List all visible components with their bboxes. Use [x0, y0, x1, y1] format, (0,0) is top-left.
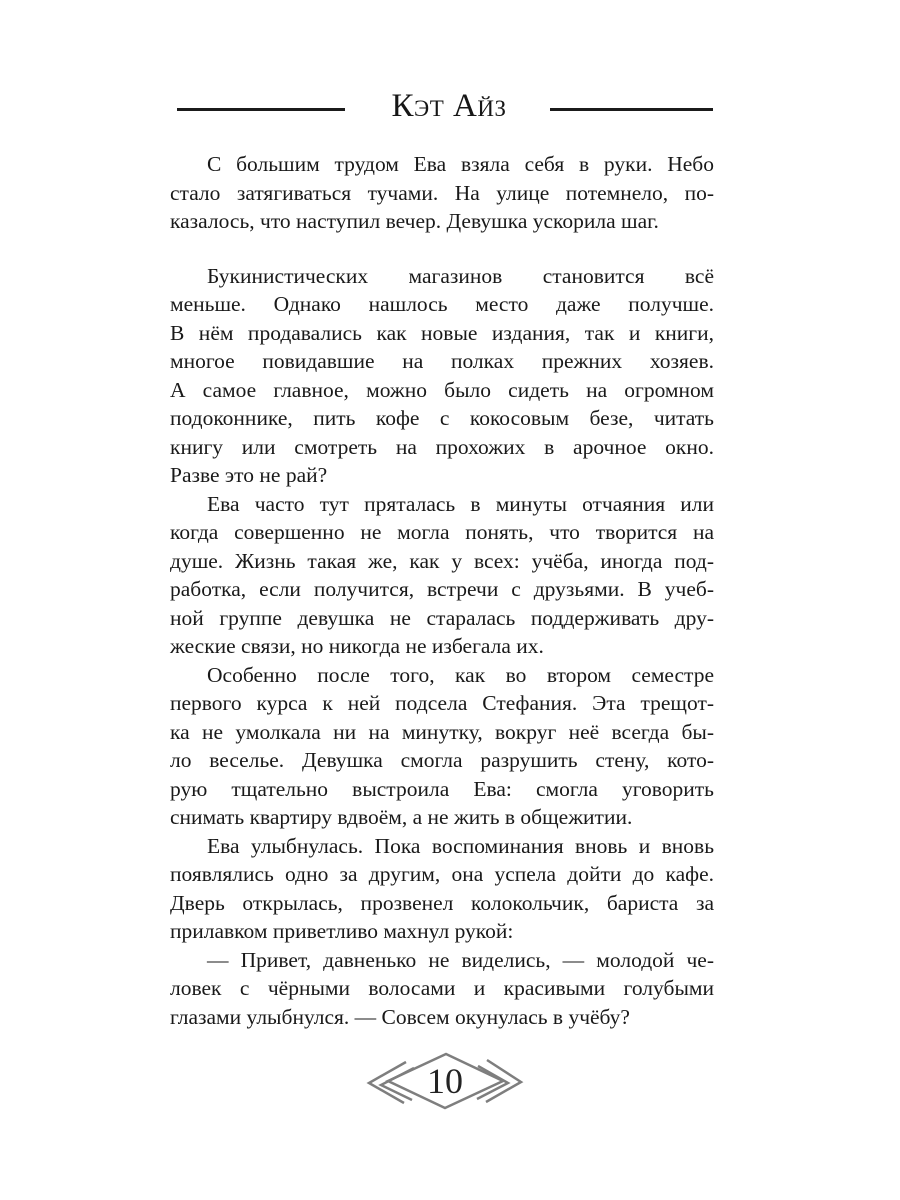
- text-line: душе. Жизнь такая же, как у всех: учёба, иногда под-: [170, 548, 714, 573]
- text-line: работка, если получится, встречи с друзьями. В учеб-: [170, 577, 714, 601]
- text-line: снимать квартиру вдвоём, а не жить в общежитии.: [170, 805, 633, 829]
- paragraph: [170, 490, 714, 661]
- text-line: подоконнике, пить кофе с кокосовым безе, читать: [170, 406, 714, 430]
- text-line: меньше. Однако нашлось место даже получше.: [170, 292, 714, 316]
- text-line: Разве это не рай?: [170, 463, 328, 487]
- diamond-ornament-icon: [350, 1042, 550, 1122]
- text-line: ка не умолкала ни на минутку, вокруг неё всегда бы-: [170, 719, 714, 744]
- text-line: ло веселье. Девушка смогла разрушить стену, кото-: [170, 748, 714, 772]
- text-line: появлялись одно за другим, она успела дойти до кафе.: [170, 862, 714, 886]
- text-line: Ева часто тут пряталась в минуты отчаяния или: [207, 491, 714, 516]
- text-line: когда совершенно не могла понять, что творится на: [170, 520, 714, 544]
- running-head: [0, 0, 900, 140]
- text-line: Дверь открылась, прозвенел колокольчик, бариста за: [170, 890, 714, 915]
- text-line: А самое главное, можно было сидеть на огромном: [170, 377, 714, 402]
- author-title: Кэт Айз: [391, 88, 507, 124]
- text-line: жеские связи, но никогда не избегала их.: [170, 634, 544, 658]
- text-line: казалось, что наступил вечер. Девушка ускорила шаг.: [170, 209, 659, 233]
- paragraph: [170, 832, 714, 946]
- text-line: Ева улыбнулась. Пока воспоминания вновь и вновь: [207, 833, 714, 858]
- text-line: В нём продавались как новые издания, так и книги,: [170, 320, 714, 345]
- body-text: [170, 150, 714, 1031]
- header-rule-right: [550, 108, 713, 111]
- text-line: глазами улыбнулся. — Совсем окунулась в учёбу?: [170, 1004, 630, 1029]
- text-line: ловек с чёрными волосами и красивыми голубыми: [170, 976, 714, 1000]
- text-line: ной группе девушка не старалась поддерживать дру-: [170, 605, 714, 630]
- page-footer: [350, 1042, 550, 1122]
- text-line: Особенно после того, как во втором семестре: [207, 662, 714, 687]
- paragraph: [170, 946, 714, 1032]
- text-line: первого курса к ней подсела Стефания. Эта трещот-: [170, 691, 714, 715]
- text-line: Букинистических магазинов становится всё: [207, 263, 714, 288]
- text-line: — Привет, давненько не виделись, — молодой че-: [207, 947, 714, 972]
- paragraph: [170, 150, 714, 236]
- text-line: многое повидавшие на полках прежних хозяев.: [170, 349, 714, 373]
- paragraph: [170, 661, 714, 832]
- text-line: С большим трудом Ева взяла себя в руки. Небо: [207, 152, 714, 176]
- text-line: стало затягиваться тучами. На улице потемнело, по-: [170, 180, 714, 205]
- paragraph: [170, 262, 714, 490]
- text-line: прилавком приветливо махнул рукой:: [170, 919, 514, 943]
- text-line: рую тщательно выстроила Ева: смогла уговорить: [170, 776, 714, 801]
- page-number: 10: [427, 1061, 463, 1101]
- text-line: книгу или смотреть на прохожих в арочное окно.: [170, 434, 714, 459]
